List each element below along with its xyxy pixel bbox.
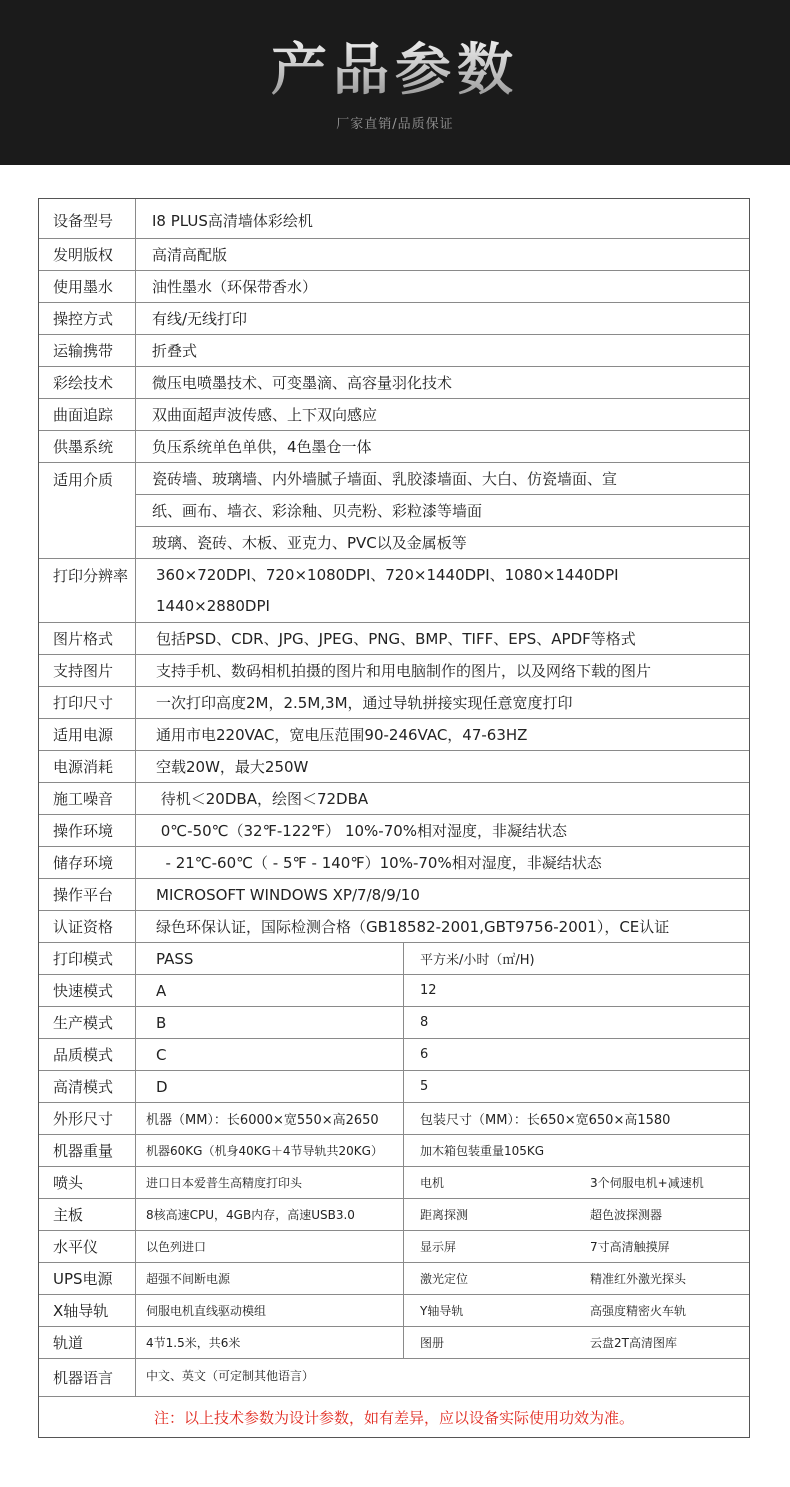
part-value: 伺服电机直线驱动模组 [136, 1295, 404, 1326]
part-key-value: 7寸高清触摸屏 [590, 1240, 670, 1254]
spec-row [39, 783, 749, 815]
part-key: 距离探测 [420, 1208, 469, 1222]
spec-value: 待机＜20DBA，绘图＜72DBA [156, 790, 369, 808]
spec-row [39, 199, 749, 239]
dim-package: 包装尺寸（MM）：长650×宽650×高1580 [420, 1113, 671, 1128]
language-row [39, 1359, 749, 1397]
dim-row [39, 1103, 749, 1135]
part-key-value: 云盘2T高清图库 [590, 1336, 677, 1350]
mode-label: 快速模式 [39, 975, 136, 1006]
spec-label: 打印尺寸 [39, 687, 136, 718]
resolution-lines [136, 559, 749, 622]
spec-value: 双曲面超声波传感、上下双向感应 [152, 406, 378, 424]
spec-row-resolution [39, 559, 749, 623]
media-lines [136, 463, 749, 558]
spec-value: 通用市电220VAC，宽电压范围90-246VAC，47-63HZ [156, 726, 528, 744]
footnote: 注：以上技术参数为设计参数，如有差异，应以设备实际使用功效为准。 [153, 1408, 634, 1427]
mode-label: 打印模式 [39, 943, 136, 974]
spec-row [39, 847, 749, 879]
resolution-line: 1440×2880DPI [156, 597, 270, 616]
spec-row [39, 335, 749, 367]
spec-value: MICROSOFT WINDOWS XP/7/8/9/10 [156, 885, 420, 904]
mode-speed: 5 [420, 1079, 429, 1094]
part-value: 进口日本爱普生高精度打印头 [136, 1167, 404, 1198]
spec-value: - 21℃-60℃（ - 5℉ - 140℉）10%-70%相对湿度，非凝结状态 [156, 854, 602, 872]
language-value: 中文、英文（可定制其他语言） [146, 1369, 315, 1383]
mode-row [39, 1007, 749, 1039]
spec-value: 负压系统单色单供，4色墨仓一体 [152, 438, 372, 456]
spec-label: 使用墨水 [39, 271, 136, 302]
language-label: 机器语言 [39, 1359, 136, 1396]
spec-label: 适用电源 [39, 719, 136, 750]
mode-row [39, 1039, 749, 1071]
mode-speed: 6 [420, 1047, 429, 1062]
mode-value: C [136, 1039, 404, 1070]
spec-label: 彩绘技术 [39, 367, 136, 398]
dim-label: 机器重量 [39, 1135, 136, 1166]
part-row [39, 1199, 749, 1231]
page-title: 产品参数 [0, 36, 790, 106]
part-key-value: 超色波探测器 [590, 1208, 663, 1222]
part-label: X轴导轨 [39, 1295, 136, 1326]
dim-label: 外形尺寸 [39, 1103, 136, 1134]
part-value: 超强不间断电源 [136, 1263, 404, 1294]
spec-label: 设备型号 [39, 199, 136, 238]
spec-value: 折叠式 [152, 342, 198, 360]
spec-row [39, 431, 749, 463]
spec-value: 有线/无线打印 [152, 310, 248, 328]
part-value: 4节1.5米，共6米 [136, 1327, 404, 1358]
spec-label: 认证资格 [39, 911, 136, 942]
spec-label: 发明版权 [39, 239, 136, 270]
spec-value: 一次打印高度2M，2.5M,3M，通过导轨拼接实现任意宽度打印 [156, 694, 573, 712]
spec-label: 施工噪音 [39, 783, 136, 814]
media-line: 瓷砖墙、玻璃墙、内外墙腻子墙面、乳胶漆墙面、大白、仿瓷墙面、宣 [136, 463, 749, 495]
spec-row [39, 239, 749, 271]
page-header [0, 0, 790, 165]
part-key-value: 高强度精密火车轨 [590, 1304, 687, 1318]
part-row [39, 1231, 749, 1263]
dim-machine: 机器60KG（机身40KG＋4节导轨共20KG） [136, 1135, 404, 1166]
spec-label: 支持图片 [39, 655, 136, 686]
spec-label: 供墨系统 [39, 431, 136, 462]
mode-label: 品质模式 [39, 1039, 136, 1070]
resolution-line: 360×720DPI、720×1080DPI、720×1440DPI、1080×1440DPI [156, 566, 619, 585]
spec-value: 微压电喷墨技术、可变墨滴、高容量羽化技术 [152, 374, 453, 392]
part-key: 电机 [420, 1176, 445, 1190]
spec-row-media [39, 463, 749, 559]
spec-row [39, 655, 749, 687]
spec-value: I8 PLUS高清墙体彩绘机 [152, 212, 313, 230]
mode-row [39, 943, 749, 975]
mode-row [39, 975, 749, 1007]
part-row [39, 1295, 749, 1327]
part-label: 主板 [39, 1199, 136, 1230]
spec-row [39, 271, 749, 303]
spec-row [39, 687, 749, 719]
spec-label: 储存环境 [39, 847, 136, 878]
media-line: 纸、画布、墙衣、彩涂釉、贝壳粉、彩粒漆等墙面 [136, 495, 749, 527]
spec-value: 支持手机、数码相机拍摄的图片和用电脑制作的图片，以及网络下载的图片 [156, 662, 652, 680]
mode-value: D [136, 1071, 404, 1102]
spec-label: 运输携带 [39, 335, 136, 366]
part-label: 轨道 [39, 1327, 136, 1358]
spec-label: 操作环境 [39, 815, 136, 846]
spec-row [39, 623, 749, 655]
spec-row [39, 815, 749, 847]
media-line: 玻璃、瓷砖、木板、亚克力、PVC以及金属板等 [152, 534, 467, 552]
part-value: 以色列进口 [136, 1231, 404, 1262]
mode-speed: 平方米/小时（㎡/H) [420, 953, 535, 968]
mode-value: PASS [136, 943, 404, 974]
part-row [39, 1327, 749, 1359]
part-label: 水平仪 [39, 1231, 136, 1262]
mode-speed: 12 [420, 983, 437, 998]
part-key: 图册 [420, 1336, 445, 1350]
spec-value: 0℃-50℃（32℉-122℉） 10%-70%相对湿度，非凝结状态 [156, 822, 568, 840]
spec-row [39, 879, 749, 911]
mode-label: 高清模式 [39, 1071, 136, 1102]
mode-label: 生产模式 [39, 1007, 136, 1038]
part-row [39, 1167, 749, 1199]
spec-value: 绿色环保认证，国际检测合格（GB18582-2001,GBT9756-2001），CE认证 [156, 918, 670, 936]
spec-label: 操控方式 [39, 303, 136, 334]
spec-row [39, 751, 749, 783]
part-label: 喷头 [39, 1167, 136, 1198]
spec-value: 高清高配版 [152, 246, 228, 264]
spec-row [39, 303, 749, 335]
part-key-value: 3个伺服电机+减速机 [590, 1176, 704, 1190]
spec-row [39, 719, 749, 751]
part-key: 显示屏 [420, 1240, 457, 1254]
part-key: Y轴导轨 [420, 1304, 464, 1318]
spec-row [39, 399, 749, 431]
spec-table [38, 198, 750, 1438]
spec-value: 油性墨水（环保带香水） [152, 278, 318, 296]
page-subtitle: 厂家直销/品质保证 [336, 117, 454, 132]
spec-label: 电源消耗 [39, 751, 136, 782]
part-key-value: 精准红外激光探头 [590, 1272, 687, 1286]
dim-package: 加木箱包装重量105KG [420, 1144, 545, 1158]
mode-row [39, 1071, 749, 1103]
mode-value: A [136, 975, 404, 1006]
mode-speed: 8 [420, 1015, 429, 1030]
spec-label: 图片格式 [39, 623, 136, 654]
spec-label: 操作平台 [39, 879, 136, 910]
spec-label: 适用介质 [39, 463, 136, 558]
spec-value: 包括PSD、CDR、JPG、JPEG、PNG、BMP、TIFF、EPS、APDF等格式 [156, 630, 636, 648]
spec-value: 空载20W，最大250W [156, 758, 309, 776]
dim-machine: 机器（MM）：长6000×宽550×高2650 [136, 1103, 404, 1134]
spec-label: 打印分辨率 [39, 559, 136, 622]
part-key: 激光定位 [420, 1272, 469, 1286]
mode-value: B [136, 1007, 404, 1038]
part-label: UPS电源 [39, 1263, 136, 1294]
dim-row [39, 1135, 749, 1167]
spec-row [39, 911, 749, 943]
spec-row [39, 367, 749, 399]
part-value: 8核高速CPU，4GB内存，高速USB3.0 [136, 1199, 404, 1230]
spec-label: 曲面追踪 [39, 399, 136, 430]
part-row [39, 1263, 749, 1295]
